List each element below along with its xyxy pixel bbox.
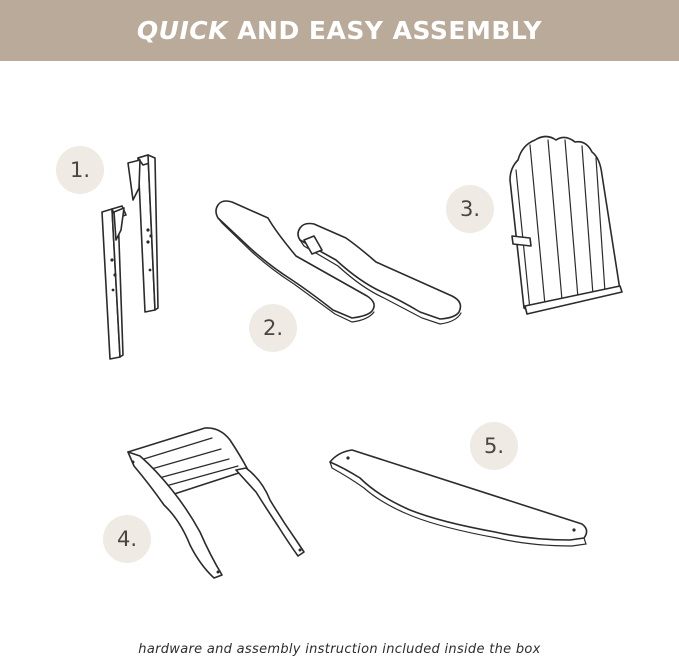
screw-hole: [149, 269, 152, 272]
screw-hole: [110, 258, 113, 261]
screw-hole: [146, 240, 149, 243]
part-front-legs: [102, 155, 158, 359]
leg-rear-bracket: [128, 160, 140, 200]
leg-front-bracket: [114, 208, 124, 240]
backrest-frame: [510, 137, 620, 313]
screw-hole: [113, 273, 116, 276]
title-emphasis: QUICK: [136, 16, 228, 45]
step-badge-1: 1.: [56, 146, 104, 194]
screw-hole: [299, 549, 302, 552]
step-badge-5: 5.: [470, 422, 518, 470]
assembly-diagram: [0, 61, 679, 621]
screw-hole: [146, 228, 149, 231]
screw-hole: [149, 234, 152, 237]
screw-hole: [572, 528, 575, 531]
screw-hole: [112, 289, 115, 292]
screw-hole: [346, 456, 349, 459]
part-backrest: [510, 137, 622, 315]
seat-side-right: [236, 468, 304, 556]
screw-hole: [132, 461, 135, 464]
footer-note: hardware and assembly instruction included inside the box: [138, 642, 541, 657]
part-armrests: [216, 201, 461, 324]
crossbar-face: [330, 450, 587, 540]
page-title: [137, 16, 542, 45]
part-front-crossbar: [330, 450, 587, 546]
part-seat-frame: [128, 428, 304, 578]
header-banner: [0, 0, 679, 61]
step-badge-3: 3.: [446, 185, 494, 233]
step-badge-2: 2.: [249, 304, 297, 352]
parts-illustration: [0, 61, 679, 621]
screw-hole: [217, 571, 220, 574]
step-badge-4: 4.: [103, 515, 151, 563]
backrest-brace: [512, 236, 531, 246]
title-rest: AND EASY ASSEMBLY: [228, 16, 543, 45]
